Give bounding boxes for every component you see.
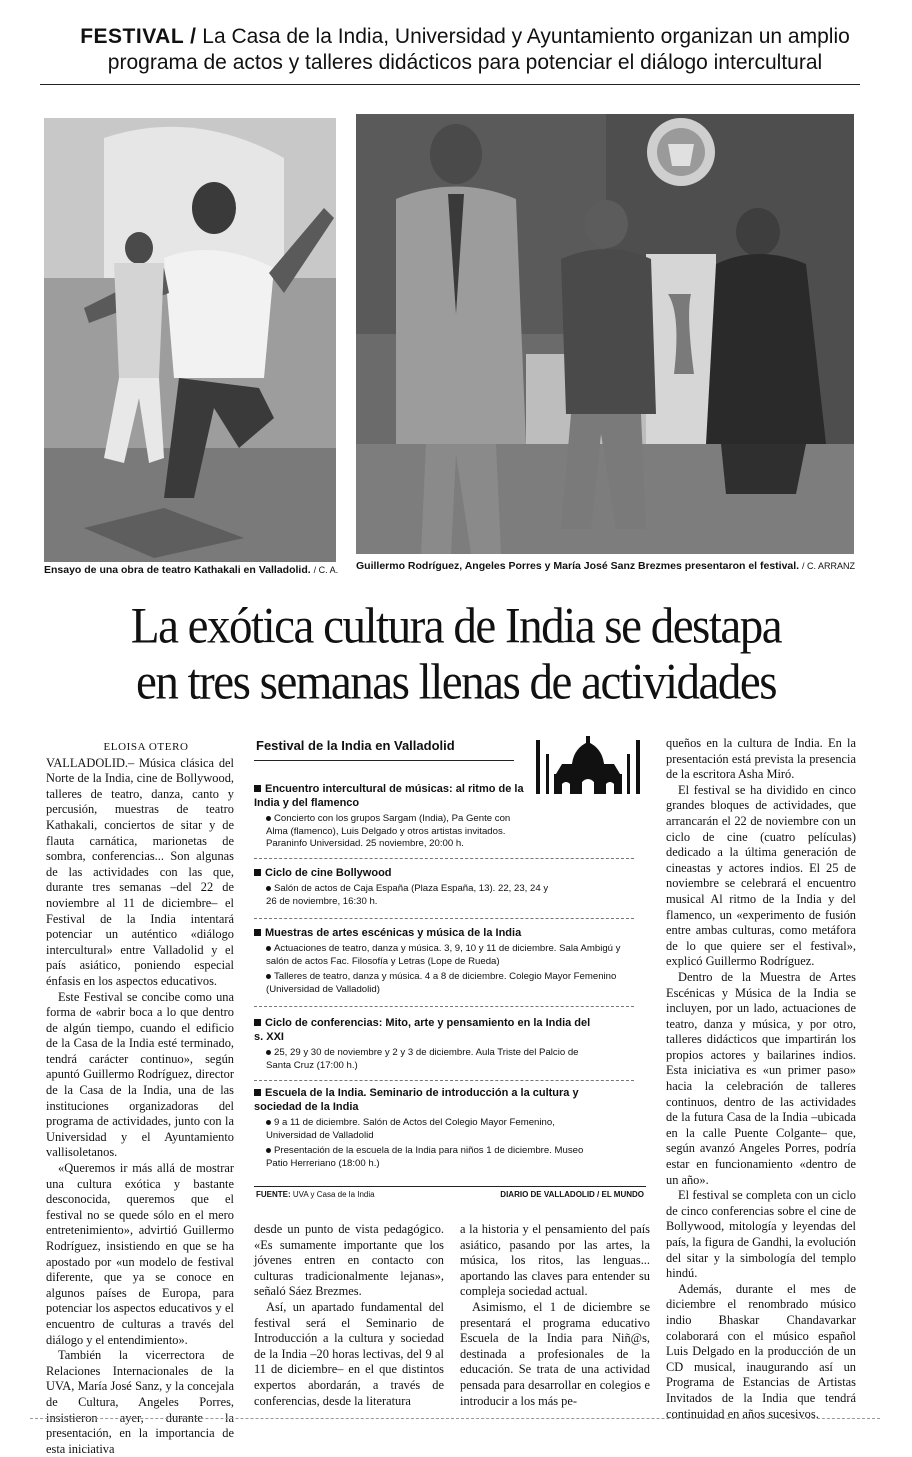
- caption-right: [356, 560, 855, 572]
- caption-right-credit: / C. ARRANZ: [802, 561, 856, 571]
- box-section-item: 9 a 11 de diciembre. Salón de Actos del Colegio Mayor Femenino, Universidad de Valladolid: [266, 1117, 555, 1141]
- headline-line-2: en tres semanas llenas de actividades: [135, 654, 777, 711]
- box-section-heading: Ciclo de conferencias: Mito, arte y pensamiento en la India del s. XXI: [254, 1017, 591, 1043]
- box-source-text: UVA y Casa de la India: [292, 1190, 375, 1199]
- photo-presentation: [356, 114, 854, 554]
- box-section-item: Concierto con los grupos Sargam (India), Pa Gente con Alma (flamenco), Luis Delgado y otros artistas invitados. Paraninfo Universidad. 25 noviembre, 20:00 h.: [266, 813, 511, 849]
- headline: [22, 598, 890, 710]
- taj-mahal-icon: [532, 734, 644, 796]
- column-2: [254, 1222, 444, 1409]
- col2-paragraph: Así, un apartado fundamental del festival será el Seminario de Introducción a la cultura y sociedad de la India –20 horas lectivas, del 9 al 11 de diciembre– en el que distintos expertos abordarán, a través de conferencias, desde la literatura: [254, 1299, 444, 1408]
- box-source: [256, 1190, 375, 1199]
- caption-left: [44, 564, 338, 576]
- photo-presentation-image: [356, 114, 854, 554]
- box-section-item: Salón de actos de Caja España (Plaza España, 13). 22, 23, 24 y 26 de noviembre, 16:30 h.: [266, 883, 549, 907]
- box-divider: [254, 1006, 634, 1007]
- box-title: Festival de la India en Valladolid: [256, 738, 455, 753]
- kicker-line-1: La Casa de la India, Universidad y Ayuntamiento organizan un amplio: [202, 25, 850, 48]
- col3-paragraph: a la historia y el pensamiento del país asiático, pasando por las artes, la música, los ritos, las lenguas... aportando las claves para entender su compleja sociedad actual.: [460, 1222, 650, 1299]
- kicker: [50, 24, 880, 76]
- festival-info-box: [252, 730, 648, 1206]
- column-1: [46, 740, 234, 1457]
- col1-paragraph: También la vicerrectora de Relaciones Internacionales de la UVA, María José Sanz, y la concejala de Cultura, Angeles Porres, insistieron ayer, durante la presentación, en la importancia de esta iniciativa: [46, 1348, 234, 1456]
- col4-paragraph: queños en la cultura de India. En la presentación está prevista la presencia de la escritora Asha Miró.: [666, 736, 856, 782]
- box-section-item: Presentación de la escuela de la India para niños 1 de diciembre. Museo Patio Herreriano (18:00 h.): [266, 1145, 584, 1169]
- caption-right-text: Guillermo Rodríguez, Angeles Porres y María José Sanz Brezmes presentaron el festival.: [356, 560, 800, 572]
- box-paper: DIARIO DE VALLADOLID / EL MUNDO: [500, 1190, 644, 1199]
- col2-paragraph: desde un punto de vista pedagógico. «Es sumamente importante que los jóvenes entren en contacto con culturas tradicionalmente lejanas», señaló Sáez Brezmes.: [254, 1222, 444, 1299]
- col4-paragraph: Además, durante el mes de diciembre el renombrado músico indio Bhaskar Chandavarkar colaborará con el músico español Luis Delgado en la producción de un CD musical, inaugurando así un Programa de Estancias de Artistas Invitados de la India que tendrá continuidad en años sucesivos.: [666, 1281, 856, 1421]
- box-section-item: Actuaciones de teatro, danza y música. 3, 9, 10 y 11 de diciembre. Sala Ambigú y salón de actos Fac. Filosofía y Letras (Lope de Rueda): [266, 943, 621, 967]
- box-section-5: [254, 1086, 594, 1170]
- box-section-4: [254, 1016, 594, 1072]
- box-divider: [254, 858, 634, 859]
- caption-left-text: Ensayo de una obra de teatro Kathakali en Valladolid.: [44, 564, 311, 576]
- col1-paragraph: «Queremos ir más allá de mostrar una cultura exótica y bastante desconocida, queremos que el festival no se quede sólo en el mero entretenimiento», advirtió Guillermo Rodríguez, insistiendo en que se ha apostado por «un modelo de festival diferente, que ya se conoce en algunos países de Europa, para potenciar los aspectos educativos y el encuentro de culturas a través del diálogo y el entendimiento».: [46, 1161, 234, 1347]
- box-title-rule: [254, 760, 514, 761]
- top-rule: [40, 84, 860, 85]
- box-bottom-rule: [254, 1186, 646, 1187]
- box-section-heading: Escuela de la India. Seminario de introducción a la cultura y sociedad de la India: [254, 1087, 579, 1113]
- box-section-item: Talleres de teatro, danza y música. 4 a 8 de diciembre. Colegio Mayor Femenino (Universidad de Valladolid): [266, 971, 617, 995]
- col4-paragraph: El festival se ha dividido en cinco grandes bloques de actividades, que arrancarán el 22 de noviembre con un ciclo de cine (cuatro películas) dedicado a la última generación de cineastas y actores indios. El 25 de noviembre se celebrará el encuentro musical Al ritmo de la India y del flamenco, un «experimento de fusión entre ambas culturas, como metáfora de lo que quiere ser el festival», explicó Guillermo Rodríguez.: [666, 782, 856, 969]
- box-divider: [254, 918, 634, 919]
- box-section-heading: Muestras de artes escénicas y música de la India: [265, 927, 522, 939]
- col1-paragraph: Este Festival se concibe como una forma de «abrir boca a lo que dentro de algún tiempo, cuando el edificio de la Casa de la India esté terminado, tendrá carácter continuo», según apuntó Guillermo Rodríguez, director de la Casa de la India, una de las instituciones organizadoras del programa de actividades, junto con la Universidad y el Ayuntamiento vallisoletanos.: [46, 989, 234, 1160]
- col4-paragraph: El festival se completa con un ciclo de cinco conferencias sobre el cine de Bollywood, mitología y leyendas del país, la figura de Gandhi, la evolución del sitar y la simbología del templo hindú.: [666, 1188, 856, 1281]
- byline: ELOISA OTERO: [103, 741, 189, 753]
- col4-paragraph: Dentro de la Muestra de Artes Escénicas y Música de la India se incluyen, por un lado, actuaciones de teatro, danza y música, y por otro, talleres didácticos que impartirán los propios actores y bailarines indios. Esta iniciativa es «un primer paso» hacia la celebración de talleres continuos, dentro de las actividades de la futura Casa de la India –ubicada en la calle Puente Colgante– que, según avanzó Angeles Porres, podría estar en funcionamiento «dentro de un año».: [666, 969, 856, 1187]
- column-4: [666, 736, 856, 1422]
- headline-line-1: La exótica cultura de India se destapa: [130, 598, 782, 655]
- box-section-heading: Encuentro intercultural de músicas: al ritmo de la India y del flamenco: [254, 783, 524, 809]
- section-tag: FESTIVAL /: [80, 25, 197, 48]
- photo-kathakali: [44, 118, 336, 562]
- photo-kathakali-image: [44, 118, 336, 562]
- box-section-2: [254, 866, 634, 908]
- box-divider: [254, 1080, 634, 1081]
- box-section-1: [254, 782, 534, 851]
- box-section-heading: Ciclo de cine Bollywood: [265, 867, 392, 879]
- bottom-cut-line: [30, 1418, 880, 1419]
- col3-paragraph: Asimismo, el 1 de diciembre se presentará el programa educativo Escuela de la India para Niñ@s, destinada a profesionales de la educación. Se trata de una actividad pensada para desarrollar en colegios e introducir a los más pe-: [460, 1299, 650, 1408]
- box-section-3: [254, 926, 634, 996]
- column-3: [460, 1222, 650, 1409]
- kicker-line-2: programa de actos y talleres didácticos para potenciar el diálogo intercultural: [107, 51, 823, 74]
- box-source-label: FUENTE:: [256, 1190, 291, 1199]
- box-section-item: 25, 29 y 30 de noviembre y 2 y 3 de diciembre. Aula Triste del Palcio de Santa Cruz (17:00 h.): [266, 1047, 579, 1071]
- col1-paragraph: VALLADOLID.– Música clásica del Norte de la India, cine de Bollywood, talleres de teatro, danza, canto y percusión, muestras de teatro Kathakali, conciertos de sitar y de flauta carnática, marionetas de sombra, conferencias... Son algunas de las actividades con las que, durante tres semanas –del 22 de noviembre al 11 de diciembre– el Festival de la India intentará potenciar un auténtico «diálogo intercultural» entre Valladolid y el país asiático, poniendo especial énfasis en los aspectos educativos.: [46, 755, 234, 988]
- caption-left-credit: / C. A.: [313, 565, 339, 575]
